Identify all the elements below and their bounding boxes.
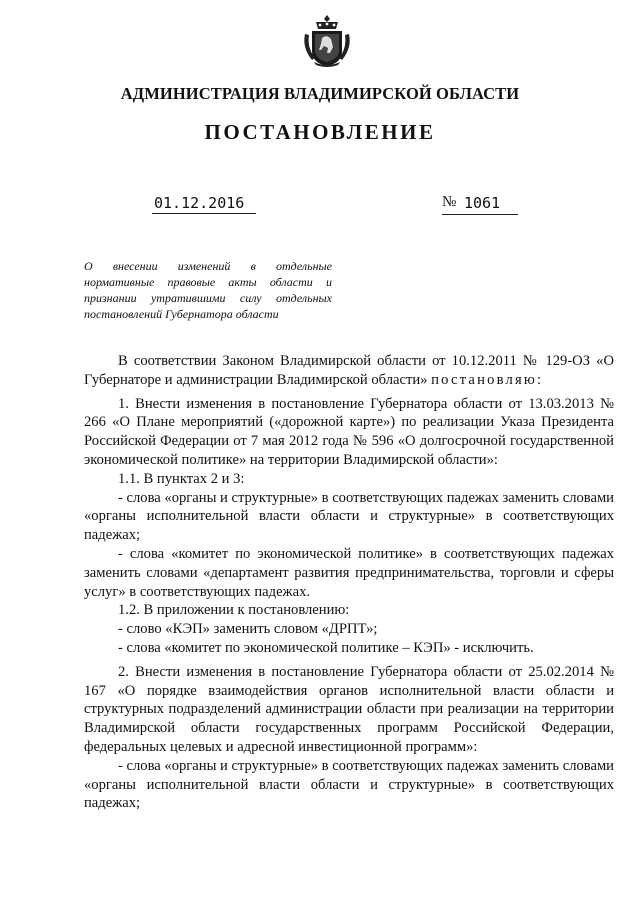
item-1-2-b: - слова «комитет по экономической политике – КЭП» - исключить.: [118, 639, 534, 656]
item-1-2-a: - слово «КЭП» заменить словом «ДРПТ»;: [118, 621, 378, 638]
preamble-text: В соответствии Законом Владимирской области от 10.12.2011 № 129-ОЗ «О Губернаторе и администрации Владимирской области»: [84, 353, 614, 388]
number-sign: №: [442, 194, 457, 210]
item-1: 1. Внести изменения в постановление Губернатора области от 13.03.2013 № 266 «О Плане мероприятий («дорожной карте») по реализации Указа Президента Российской Федерации от 7 мая 2012 года № 596 «О долгосрочной государственной экономической политике» на территории Владимирской области»:: [84, 395, 614, 468]
preamble-paragraph: [84, 352, 614, 390]
number-value: 1061: [464, 194, 501, 212]
item-1-1-b: - слова «комитет по экономической политике» в соответствующих падежах заменить словами «департамент развития предпринимательства, торговли и сферы услуг» в соответствующих падежах.: [84, 545, 614, 600]
preamble-verb: постановляю:: [431, 371, 544, 388]
item-1-2: 1.2. В приложении к постановлению:: [118, 602, 350, 619]
document-number: [442, 194, 518, 215]
document-subject: О внесении изменений в отдельные нормативные правовые акты области и признании утратившими силу отдельных постановлений Губернатора области: [84, 259, 332, 321]
document-body: [84, 352, 614, 813]
document-date: 01.12.2016: [152, 194, 256, 214]
document-type-title: ПОСТАНОВЛЕНИЕ: [204, 120, 436, 144]
item-1-1-a: - слова «органы и структурные» в соответствующих падежах заменить словами «органы исполнительной власти области и структурные» в соответствующих падежах;: [84, 489, 614, 544]
organization-title: АДМИНИСТРАЦИЯ ВЛАДИМИРСКОЙ ОБЛАСТИ: [120, 84, 520, 103]
vladimir-oblast-coat-of-arms-icon: [302, 12, 352, 68]
item-2-a: - слова «органы и структурные» в соответствующих падежах заменить словами «органы исполнительной власти области и структурные» в соответствующих падежах;: [84, 757, 614, 812]
item-1-1: 1.1. В пунктах 2 и 3:: [118, 470, 245, 487]
item-2: 2. Внести изменения в постановление Губернатора области от 25.02.2014 № 167 «О порядке взаимодействия органов исполнительной власти области и структурных подразделений администрации области при реализации на территории Владимирской области государственных программ Российской Федерации, федеральных целевых и адресной инвестиционной программ»:: [84, 663, 614, 755]
